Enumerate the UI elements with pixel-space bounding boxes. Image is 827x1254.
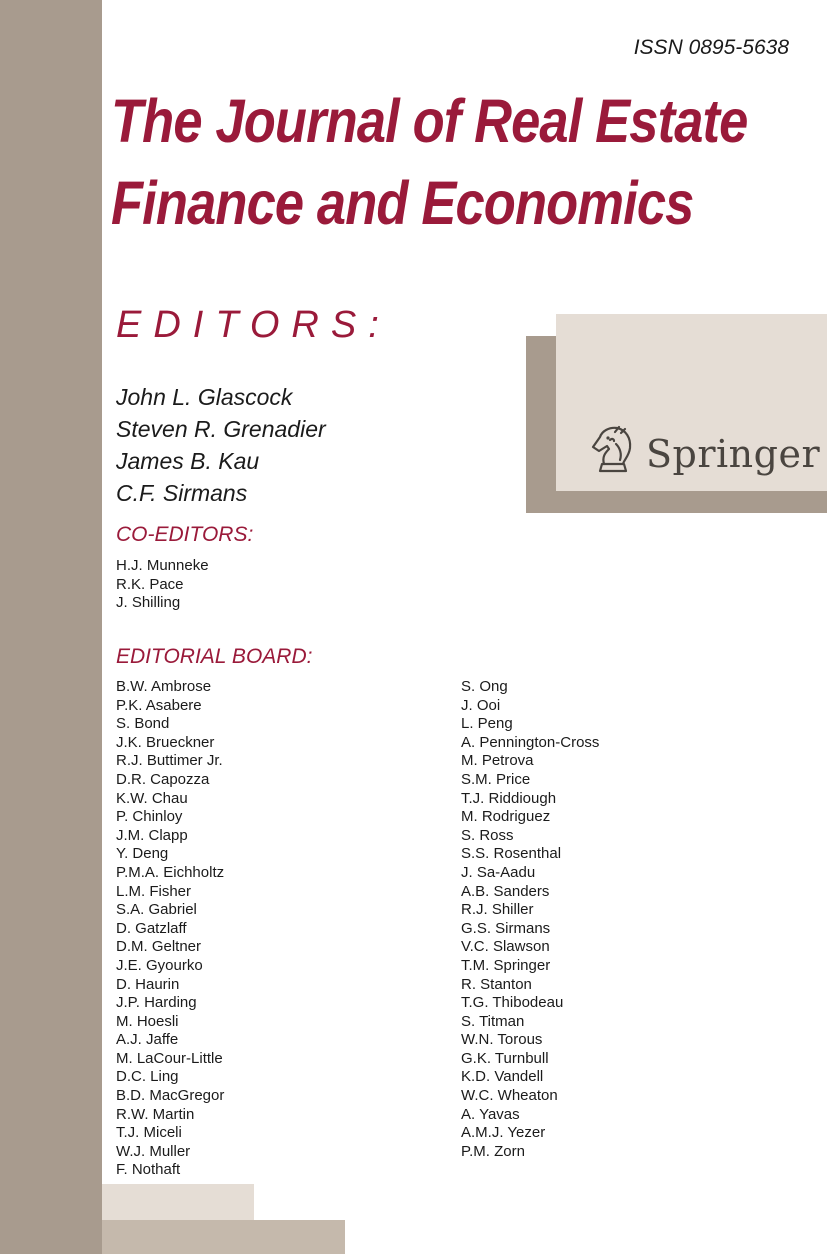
editors-list <box>116 381 326 509</box>
board-member-name: M. LaCour-Little <box>116 1049 223 1067</box>
editor-name: C.F. Sirmans <box>116 480 248 506</box>
board-member-name: K.W. Chau <box>116 789 188 807</box>
issn-number: ISSN 0895-5638 <box>633 36 789 59</box>
board-member-name: R.J. Shiller <box>461 901 534 919</box>
board-member-name: D. Gatzlaff <box>116 919 187 937</box>
board-member-name: W.N. Torous <box>461 1031 543 1049</box>
board-member-name: J.P. Harding <box>116 994 197 1012</box>
board-member-name: S. Bond <box>116 715 170 733</box>
co-editor-name: R.K. Pace <box>116 575 184 593</box>
board-member-name: T.J. Miceli <box>116 1124 182 1142</box>
board-member-name: R.J. Buttimer Jr. <box>116 752 223 770</box>
board-member-name: B.W. Ambrose <box>116 678 212 695</box>
journal-title <box>111 80 747 244</box>
editor-name: James B. Kau <box>116 448 260 474</box>
board-member-name: F. Nothaft <box>116 1161 181 1179</box>
board-member-name: A. Yavas <box>461 1105 520 1123</box>
board-member-name: R. Stanton <box>461 975 532 993</box>
board-member-name: T.J. Riddiough <box>461 789 557 807</box>
editorial-board-column-1 <box>116 678 224 1180</box>
board-member-name: A.B. Sanders <box>461 882 550 900</box>
bottom-decorative-block <box>102 1220 345 1254</box>
board-member-name: S. Ong <box>461 678 508 695</box>
board-member-name: P.M.A. Eichholtz <box>116 863 225 881</box>
board-member-name: G.K. Turnbull <box>461 1049 549 1067</box>
journal-title-line-1: The Journal of Real Estate <box>111 87 748 155</box>
board-member-name: A. Pennington-Cross <box>461 733 600 751</box>
editorial-board-column-2 <box>461 678 599 1161</box>
board-member-name: D.R. Capozza <box>116 770 210 788</box>
board-member-name: S.M. Price <box>461 770 531 788</box>
board-member-name: J. Sa-Aadu <box>461 863 536 881</box>
board-member-name: A.M.J. Yezer <box>461 1124 546 1142</box>
board-member-name: P.K. Asabere <box>116 696 202 714</box>
board-member-name: T.G. Thibodeau <box>461 994 564 1012</box>
board-member-name: D.C. Ling <box>116 1068 179 1086</box>
board-member-name: B.D. MacGregor <box>116 1087 225 1105</box>
board-member-name: D.M. Geltner <box>116 938 202 956</box>
journal-title-line-2: Finance and Economics <box>111 169 694 237</box>
board-member-name: L. Peng <box>461 715 513 733</box>
board-member-name: K.D. Vandell <box>461 1068 544 1086</box>
board-member-name: Y. Deng <box>116 845 169 863</box>
board-member-name: J. Ooi <box>461 696 501 714</box>
board-member-name: W.C. Wheaton <box>461 1087 558 1105</box>
knight-chess-icon <box>588 424 636 474</box>
board-member-name: J.E. Gyourko <box>116 956 203 974</box>
board-member-name: L.M. Fisher <box>116 882 192 900</box>
board-member-name: S.S. Rosenthal <box>461 845 562 863</box>
board-member-name: M. Rodriguez <box>461 808 551 826</box>
co-editors-list <box>116 557 209 613</box>
board-member-name: M. Petrova <box>461 752 534 770</box>
board-member-name: J.K. Brueckner <box>116 733 215 751</box>
editors-heading: EDITORS: <box>116 304 391 346</box>
co-editor-name: H.J. Munneke <box>116 557 209 574</box>
board-member-name: P. Chinloy <box>116 808 183 826</box>
co-editors-heading: CO-EDITORS: <box>116 523 254 546</box>
board-member-name: J.M. Clapp <box>116 826 188 844</box>
board-member-name: M. Hoesli <box>116 1012 179 1030</box>
board-member-name: D. Haurin <box>116 975 180 993</box>
publisher-name: Springer <box>646 432 821 476</box>
board-member-name: S. Ross <box>461 826 514 844</box>
board-member-name: R.W. Martin <box>116 1105 195 1123</box>
board-member-name: P.M. Zorn <box>461 1142 525 1160</box>
board-member-name: A.J. Jaffe <box>116 1031 179 1049</box>
editor-name: Steven R. Grenadier <box>116 416 326 442</box>
board-member-name: T.M. Springer <box>461 956 551 974</box>
editorial-board-heading: EDITORIAL BOARD: <box>116 645 313 668</box>
bottom-decorative-block <box>102 1184 254 1220</box>
board-member-name: S.A. Gabriel <box>116 901 197 919</box>
co-editor-name: J. Shilling <box>116 594 181 611</box>
left-decorative-bar <box>0 0 102 1254</box>
editor-name: John L. Glascock <box>116 384 293 410</box>
board-member-name: W.J. Muller <box>116 1142 191 1160</box>
board-member-name: S. Titman <box>461 1012 525 1030</box>
board-member-name: V.C. Slawson <box>461 938 550 956</box>
board-member-name: G.S. Sirmans <box>461 919 551 937</box>
